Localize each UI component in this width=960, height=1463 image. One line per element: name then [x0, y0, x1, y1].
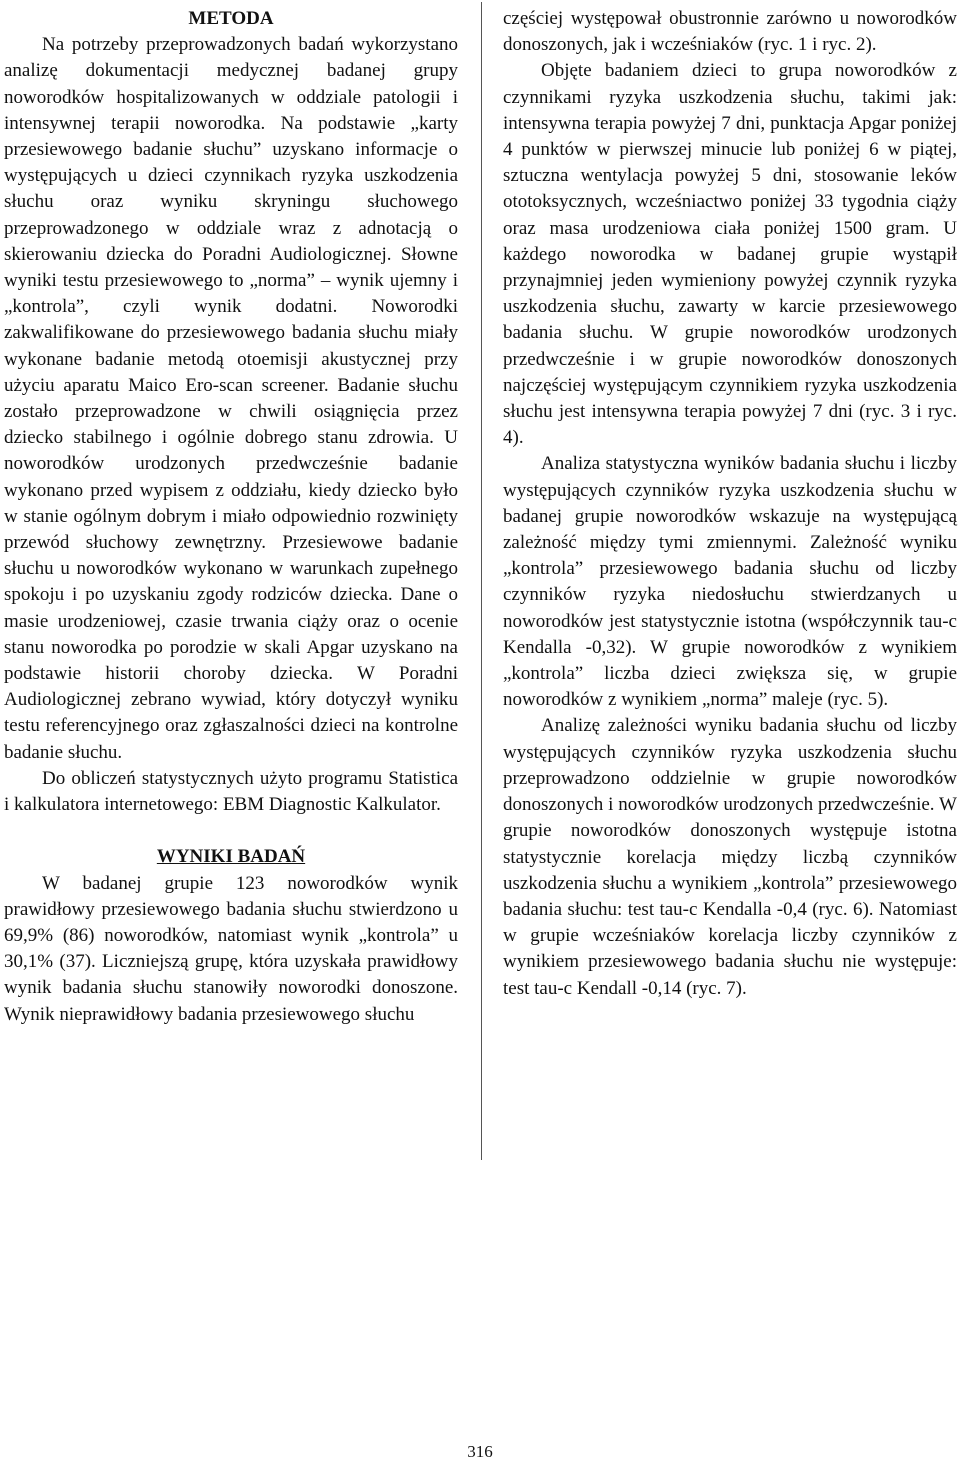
left-column	[4, 6, 458, 1028]
section-spacer	[4, 818, 458, 844]
column-divider	[481, 2, 482, 1160]
method-heading: METODA	[188, 8, 274, 29]
statistical-analysis-paragraph: Analiza statystyczna wyników badania słuchu i liczby występujących czynników ryzyka uszkodzenia słuchu w badanej grupie noworodków wskazuje na występującą zależność między tymi zmiennymi. Zależność wyniku „kontrola” przesiewowego badania słuchu od liczby czynników ryzyka niedosłuchu stwierdzanych u noworodków jest statystycznie istotna (współczynnik tau-c Kendalla -0,32). W grupie noworodków z wynikiem „kontrola” liczba dzieci zwiększa się, w grupie noworodków z wynikiem „norma” maleje (ryc. 5).	[503, 453, 957, 711]
results-heading: WYNIKI BADAŃ	[156, 846, 306, 868]
method-paragraph: Na potrzeby przeprowadzonych badań wykorzystano analizę dokumentacji medycznej badanej grupy noworodków hospitalizowanych w oddziale patologii i intensywnej terapii noworodka. Na podstawie „karty przesiewowego badanie słuchu” uzyskano informacje o występujących u dzieci czynnikach ryzyka uszkodzenia słuchu oraz wyniku skryningu słuchowego przeprowadzonego w oddziale wraz z adnotacją o skierowaniu dziecka do Poradni Audiologicznej. Słowne wyniki testu przesiewowego to „norma” – wynik ujemny i „kontrola”, czyli wynik dodatni. Noworodki zakwalifikowane do przesiewowego badania słuchu miały wykonane badanie metodą otoemisji akustycznej przy użyciu aparatu Maico Ero-scan screener. Badanie słuchu zostało przeprowadzone w chwili osiągnięcia przez dziecko stabilnego i ogólnie dobrego stanu zdrowia. U noworodków urodzonych przedwcześnie badanie wykonano przed wypisem z oddziału, kiedy dziecko było w stanie ogólnym dobrym i miało odpowiednio rozwinięty przewód słuchowy zewnętrzny. Przesiewowe badanie słuchu u noworodków wykonano w warunkach zupełnego spokoju i po uzyskaniu zgody rodziców dziecka. Dane o masie urodzeniowej, czasie trwania ciąży oraz o ocenie stanu noworodka po porodzie w skali Apgar uzyskano na podstawie historii choroby dziecka. W Poradni Audiologicznej zebrano wywiad, który dotyczył wyniku testu referencyjnego oraz zgłaszalności dzieci na kontrolne badanie słuchu.	[4, 34, 458, 763]
risk-factors-paragraph: Objęte badaniem dzieci to grupa noworodków z czynnikami ryzyka uszkodzenia słuchu, takimi jak: intensywna terapia powyżej 7 dni, punktacja Apgar poniżej 4 punktów w pierwszej minucie lub poniżej 6 w piątej, sztuczna wentylacja powyżej 5 dni, stosowanie leków ototoksycznych, wcześniactwo poniżej 33 tygodnia ciąży oraz masa urodzeniowa ciała poniżej 1500 gram. U każdego noworodka w badanej grupie wystąpił przynajmniej jeden wymieniony powyżej czynnik ryzyka uszkodzenia słuchu, zawarty w karcie przesiewowego badania słuchu. W grupie noworodków urodzonych przedwcześnie i w grupie noworodków donoszonych najczęściej występującym czynnikiem ryzyka uszkodzenia słuchu jest intensywna terapia powyżej 7 dni (ryc. 3 i ryc. 4).	[503, 60, 957, 449]
right-column	[503, 6, 957, 1002]
results-paragraph: W badanej grupie 123 noworodków wynik prawidłowy przesiewowego badania słuchu stwierdzono u 69,9% (86) noworodków, natomiast wynik „kontrola” u 30,1% (37). Liczniejszą grupę, która uzyskała prawidłowy wynik badania słuchu stanowiły noworodki donoszone. Wynik nieprawidłowy badania przesiewowego słuchu	[4, 872, 458, 1025]
page-number: 316	[467, 1442, 493, 1461]
results-paragraph-continued: częściej występował obustronnie zarówno u noworodków donoszonych, jak i wcześniaków (ryc. 1 i ryc. 2).	[503, 8, 957, 56]
subgroup-analysis-paragraph: Analizę zależności wyniku badania słuchu od liczby występujących czynników ryzyka uszkodzenia słuchu przeprowadzono oddzielnie w grupie noworodków donoszonych i noworodków urodzonych przedwcześnie. W grupie noworodków donoszonych występuje istotna statystycznie korelacja między liczbą czynników uszkodzenia słuchu a wynikiem „kontrola” przesiewowego badania słuchu: test tau-c Kendalla -0,4 (ryc. 6). Natomiast w grupie wcześniaków korelacja liczby czynników z wynikiem przesiewowego badania słuchu nie występuje: test tau-c Kendall -0,14 (ryc. 7).	[503, 715, 957, 999]
method-paragraph-statistics: Do obliczeń statystycznych użyto programu Statistica i kalkulatora internetowego: EBM Diagnostic Kalkulator.	[4, 767, 458, 816]
